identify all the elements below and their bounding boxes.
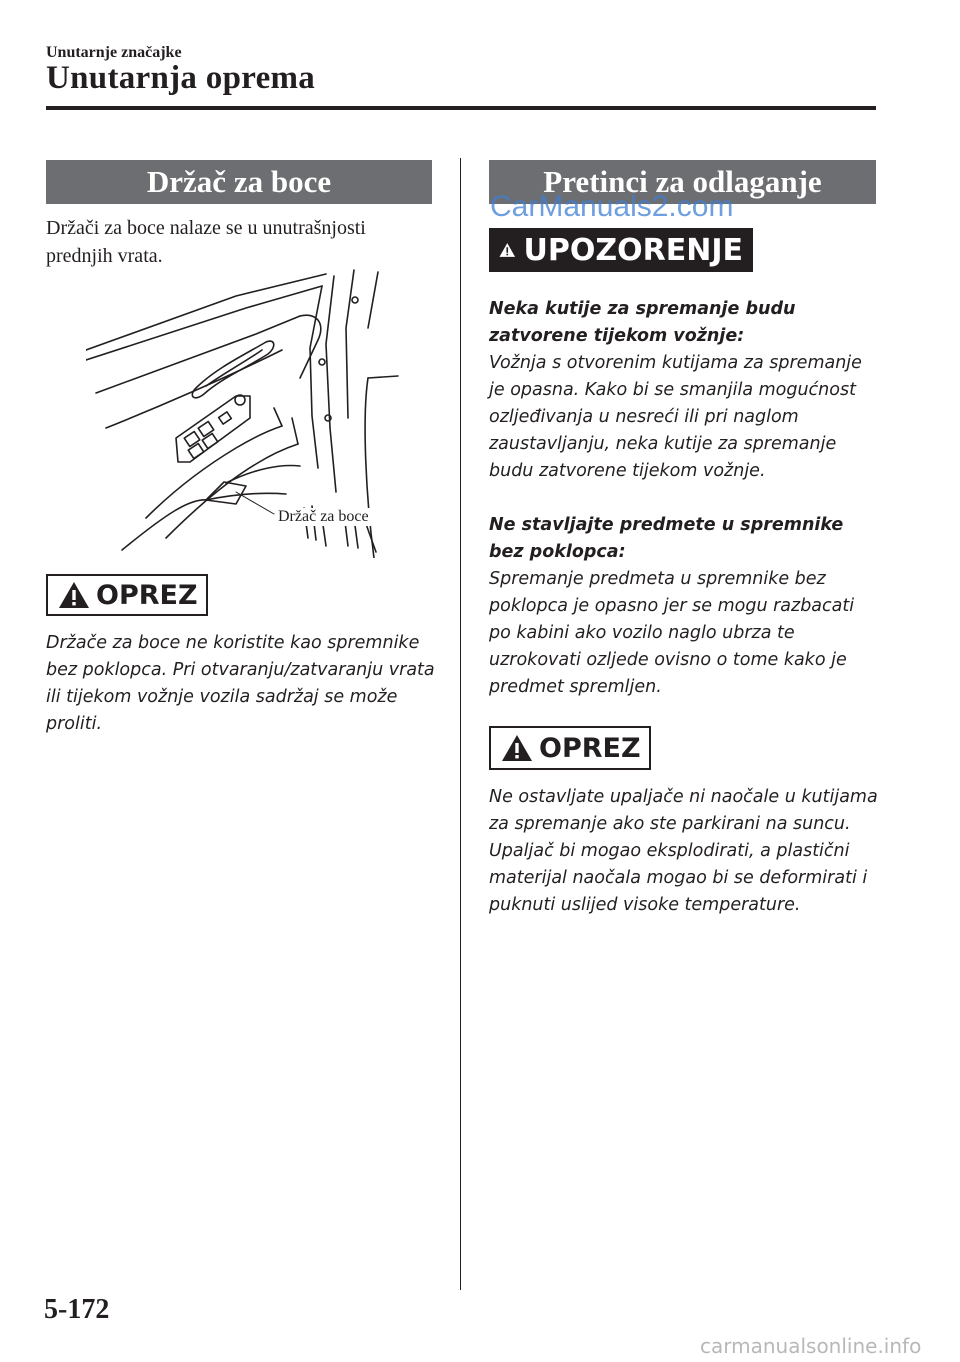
warning-2-title: Ne stavljajte predmete u spremnike bez poklopca:	[489, 515, 844, 562]
warning-triangle-icon	[499, 234, 516, 266]
footer-site: carmanualsonline.info	[700, 1334, 922, 1358]
warning-text-block	[489, 296, 881, 701]
caution-badge-left	[46, 574, 208, 616]
page-number: 5-172	[44, 1294, 110, 1325]
door-illustration	[86, 268, 416, 558]
warning-1-text: Vožnja s otvorenim kutijama za spremanje je opasna. Kako bi se smanjila mogućnost ozljeđivanja u nesreći ili pri naglom zaustavljanju, neka kutije za spremanje budu zatvorene tijekom vožnje.	[489, 353, 862, 481]
bottle-holder-intro: Držači za boce nalaze se u unutrašnjosti prednjih vrata.	[46, 217, 366, 267]
chapter-title: Unutarnje značajke	[46, 44, 182, 61]
column-divider	[460, 158, 461, 1290]
bottle-holder-heading	[46, 160, 432, 204]
caution-text-left	[46, 630, 436, 738]
storage-heading-text: Pretinci za odlaganje	[543, 164, 822, 199]
warning-triangle-icon	[58, 581, 90, 609]
warning-triangle-icon	[501, 734, 533, 762]
warning-2-text: Spremanje predmeta u spremnike bez poklopca je opasno jer se mogu razbacati po kabini ako vozilo naglo ubrza te uzrokovati ozljede ovisno o tome kako je predmet spremljen.	[489, 569, 855, 697]
caution-text-right	[489, 784, 881, 919]
warning-1-title: Neka kutije za spremanje budu zatvorene tijekom vožnje:	[489, 299, 796, 346]
warning-badge	[489, 228, 753, 272]
caution-text-left-body: Držače za boce ne koristite kao spremnike bez poklopca. Pri otvaranju/zatvaranju vrata ili tijekom vožnje vozila sadržaj se može proliti.	[46, 633, 435, 734]
bottle-holder-label: Držač za boce	[278, 508, 369, 525]
caution-text-right-body: Ne ostavljate upaljače ni naočale u kutijama za spremanje ako ste parkirani na suncu. Upaljač bi mogao eksplodirati, a plastični materijal naočala mogao bi se deformirati i puknuti uslijed visoke temperature.	[489, 787, 878, 915]
caution-badge-right	[489, 726, 651, 770]
header-rule	[46, 106, 876, 110]
section-title: Unutarnja oprema	[46, 60, 316, 96]
caution-badge-left-text: OPREZ	[96, 579, 198, 611]
bottle-holder-heading-text: Držač za boce	[146, 164, 332, 199]
warning-badge-text: UPOZORENJE	[523, 232, 743, 268]
watermark: CarManuals2.com	[490, 190, 734, 223]
caution-badge-right-text: OPREZ	[539, 732, 641, 764]
